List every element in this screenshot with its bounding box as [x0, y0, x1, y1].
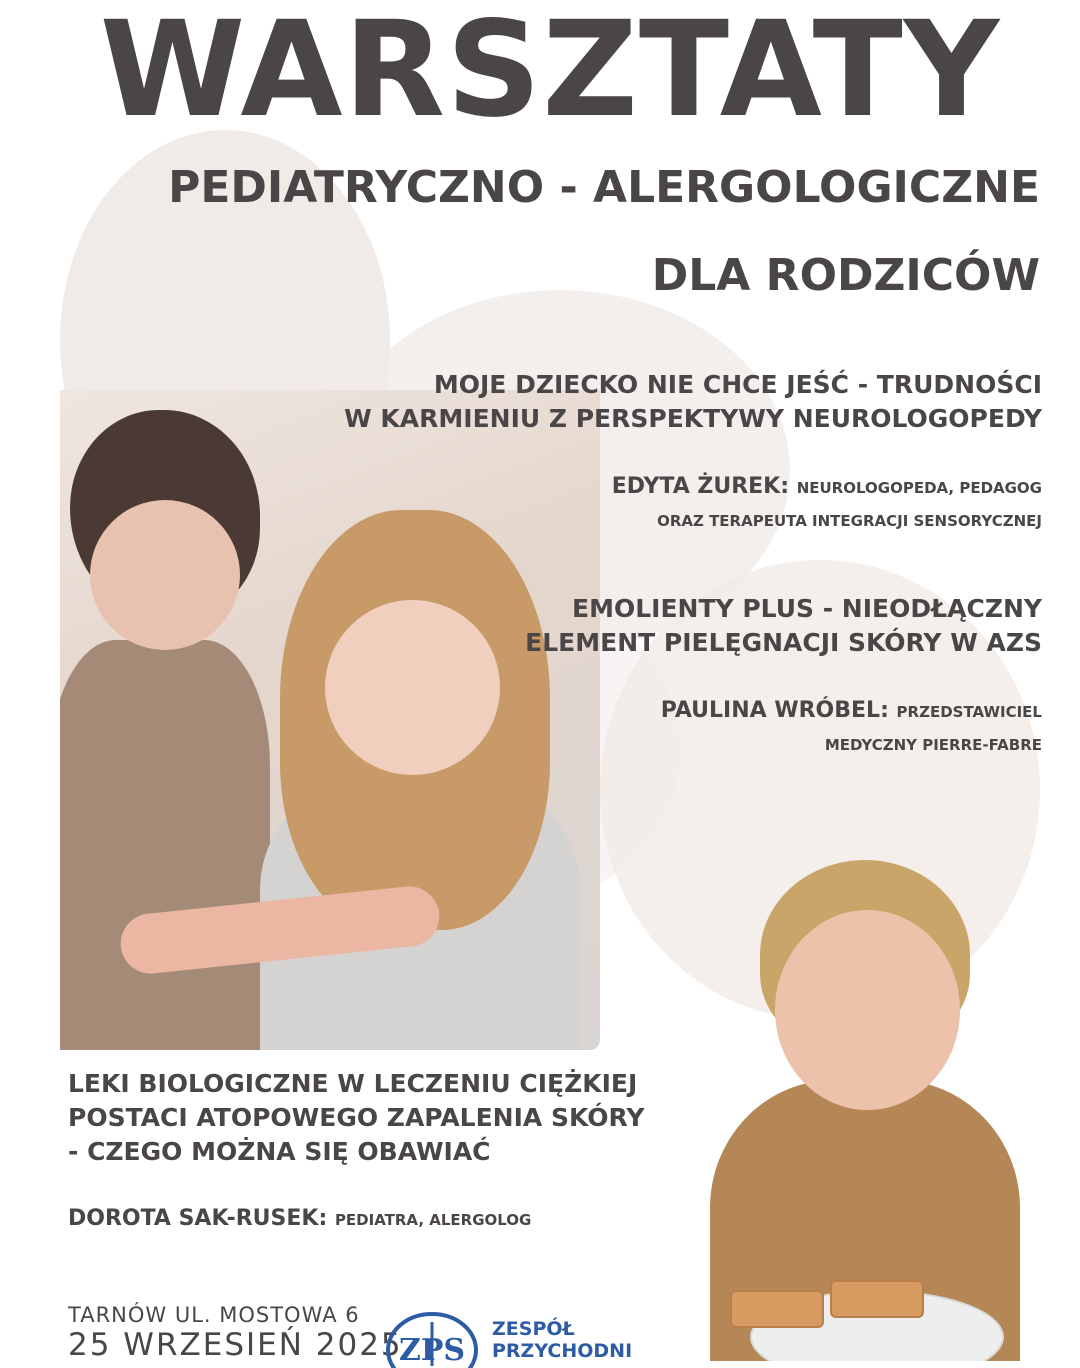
photo-crying-boy	[690, 840, 1030, 1361]
speaker-role: PEDIATRA, ALERGOLOG	[334, 1211, 532, 1229]
event-address: TARNÓW UL. MOSTOWA 6	[68, 1303, 360, 1327]
event-date: 25 WRZESIEŃ 2025	[68, 1327, 403, 1363]
session-1-topic-line-1: MOJE DZIECKO NIE CHCE JEŚĆ - TRUDNOŚCI	[433, 370, 1042, 399]
clinic-logo-text	[492, 1318, 632, 1362]
session-1-speaker-role-line-2: ORAZ TERAPEUTA INTEGRACJI SENSORYCZNEJ	[657, 512, 1042, 530]
clinic-logo-icon	[385, 1308, 479, 1368]
session-2-topic-line-2: ELEMENT PIELĘGNACJI SKÓRY W AZS	[525, 628, 1042, 657]
speaker-role: PRZEDSTAWICIEL	[896, 703, 1042, 721]
photo-mother-and-girl	[60, 390, 600, 1050]
logo-line-2: PRZYCHODNI	[492, 1340, 633, 1362]
speaker-name: EDYTA ŻUREK:	[611, 474, 790, 499]
session-3-topic-line-1: LEKI BIOLOGICZNE W LECZENIU CIĘŻKIEJ	[68, 1069, 638, 1098]
session-3-topic-line-2: POSTACI ATOPOWEGO ZAPALENIA SKÓRY	[68, 1103, 645, 1132]
speaker-role: NEUROLOGOPEDA, PEDAGOG	[796, 479, 1042, 497]
svg-text:ZPS: ZPS	[398, 1333, 466, 1368]
speaker-name: PAULINA WRÓBEL:	[660, 698, 889, 723]
poster-audience: DLA RODZICÓW	[651, 250, 1040, 301]
poster-title: WARSZTATY	[99, 0, 1001, 147]
session-3-speaker	[68, 1204, 531, 1235]
session-2-speaker	[661, 696, 1042, 727]
session-3-topic-line-3: - CZEGO MOŻNA SIĘ OBAWIAĆ	[68, 1137, 491, 1166]
logo-line-1: ZESPÓŁ	[492, 1318, 575, 1340]
session-1-topic-line-2: W KARMIENIU Z PERSPEKTYWY NEUROLOGOPEDY	[344, 404, 1042, 433]
session-2-speaker-role-line-2: MEDYCZNY PIERRE-FABRE	[824, 736, 1042, 754]
poster-subtitle: PEDIATRYCZNO - ALERGOLOGICZNE	[168, 162, 1040, 213]
speaker-name: DOROTA SAK-RUSEK:	[68, 1206, 328, 1231]
session-1-speaker	[612, 472, 1042, 503]
session-2-topic-line-1: EMOLIENTY PLUS - NIEODŁĄCZNY	[572, 594, 1042, 623]
